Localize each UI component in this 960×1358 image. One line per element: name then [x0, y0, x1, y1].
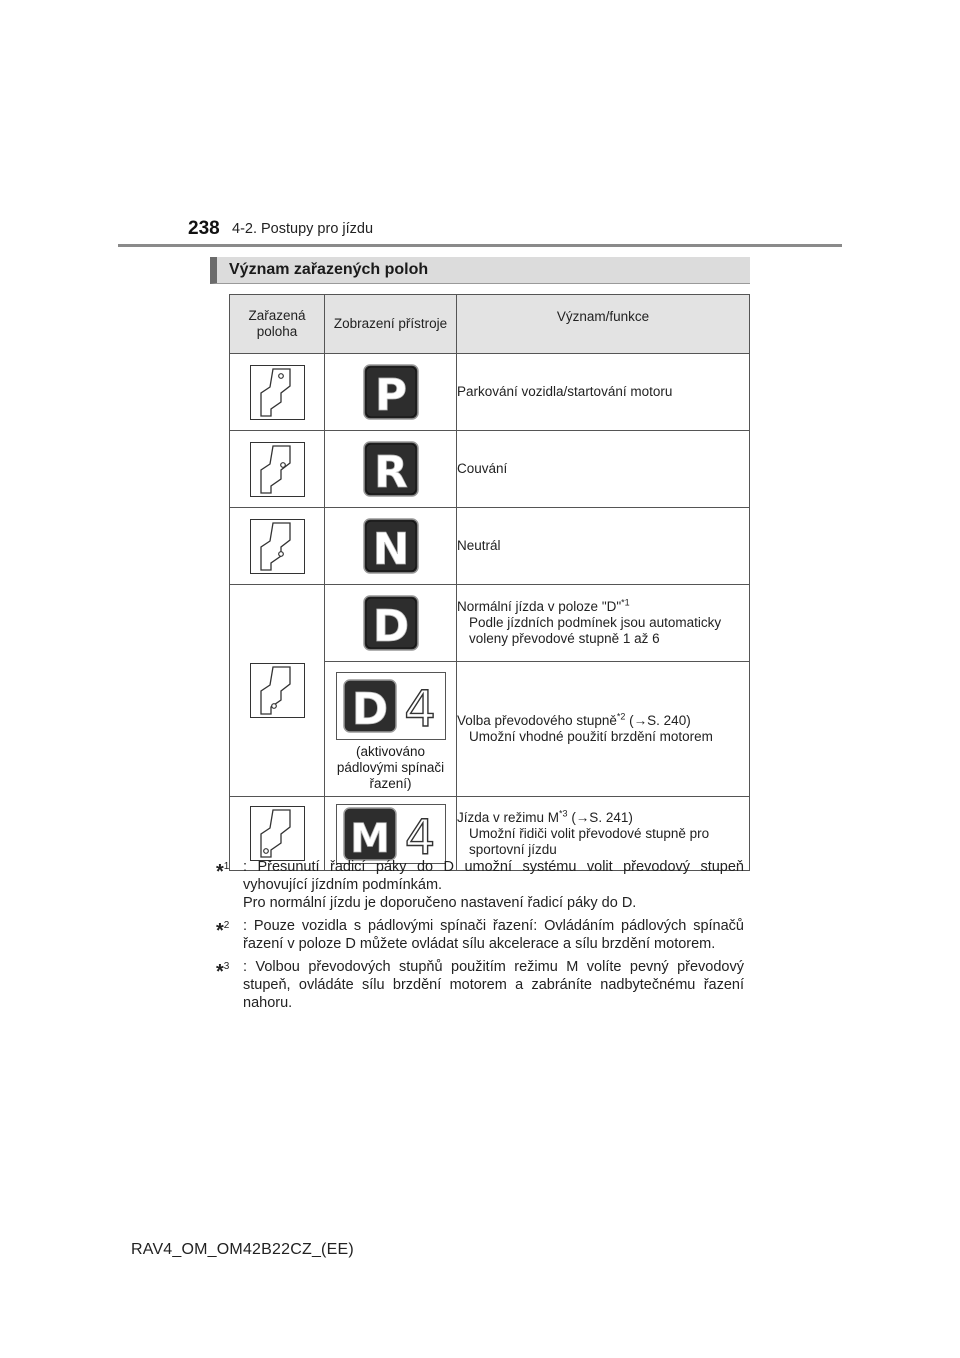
- footnote-3: [216, 958, 744, 1012]
- gear-indicator-d-icon: [363, 595, 419, 651]
- document-code: RAV4_OM_OM42B22CZ_(EE): [131, 1241, 354, 1258]
- meaning-d-main: Normální jízda v poloze "D": [457, 599, 622, 614]
- shift-gate-m-icon: [250, 806, 305, 861]
- page-reference: (→S. 240): [629, 713, 691, 728]
- footnote-star: *: [216, 861, 224, 883]
- header-meaning: Význam/funkce: [457, 295, 750, 354]
- gear-letter: M: [349, 815, 390, 862]
- page-reference: (→S. 241): [571, 809, 633, 825]
- gear-indicator-d4-icon: [336, 672, 446, 740]
- footnote-star: *: [216, 961, 224, 983]
- shift-gate-p-icon: [250, 365, 305, 420]
- chapter-title: 4-2. Postupy pro jízdu: [232, 221, 374, 237]
- page-number: 238: [188, 218, 220, 239]
- gear-letter: D: [372, 601, 409, 651]
- meter-caption: (aktivováno pádlovými spínači řazení): [336, 744, 445, 791]
- meaning-p: Parkování vozidla/startování motoru: [457, 354, 750, 431]
- footnote-2: [216, 917, 744, 953]
- header-display: Zobrazení přístroje: [325, 295, 457, 354]
- gear-letter: P: [374, 370, 407, 420]
- meaning-d: [457, 585, 750, 662]
- gear-letter: R: [373, 447, 408, 497]
- meaning-n: Neutrál: [457, 508, 750, 585]
- gear-letter: N: [372, 524, 409, 574]
- gear-indicator-m4-icon: [336, 804, 446, 864]
- gear-letter: D: [351, 684, 388, 735]
- meaning-r: Couvání: [457, 431, 750, 508]
- shift-positions-table: [229, 294, 750, 871]
- header-position: Zařazená poloha: [230, 295, 325, 354]
- gear-digit: 4: [403, 680, 436, 738]
- gear-indicator-n-icon: [363, 518, 419, 574]
- footnote-text-extra: Pro normální jízdu je doporučeno nastavení řadicí páky do D.: [243, 895, 637, 911]
- table-row-r: [230, 431, 750, 508]
- footnote-text: : Pouze vozidla s pádlovými spínači řazení: Ovládáním pádlových spínačů řazení v poloze D můžete ovládat sílu akcelerace a sílu brzdění motorem.: [243, 918, 744, 952]
- meaning-d4-detail: Umožní vhodné použití brzdění motorem: [469, 729, 713, 744]
- table-row-n: [230, 508, 750, 585]
- footnote-text: : Přesunutí řadicí páky do D umožní systému volit převodový stupeň vyhovující jízdním podmínkám.: [243, 859, 744, 893]
- footnote-number: 1: [223, 861, 230, 872]
- footnote-number: 2: [223, 920, 230, 931]
- footnote-number: 3: [223, 961, 230, 972]
- gear-digit: 4: [404, 809, 435, 864]
- meaning-d4-main: Volba převodového stupně: [457, 713, 617, 728]
- table-row-p: [230, 354, 750, 431]
- table-header-row: [230, 295, 750, 354]
- footnote-text: : Volbou převodových stupňů použitím režimu M volíte pevný převodový stupeň, ovládáte sílu brzdění motorem a zabráníte nadbytečnému řazení nahoru.: [243, 959, 744, 1011]
- table-row-d: [230, 585, 750, 662]
- footnote-1: [216, 858, 744, 912]
- meaning-m-main: Jízda v režimu M: [457, 809, 560, 825]
- section-title: Význam zařazených poloh: [229, 261, 429, 278]
- gear-indicator-r-icon: [363, 441, 419, 497]
- footnote-star: *: [216, 920, 224, 942]
- meaning-m-detail: Umožní řidiči volit převodové stupně pro sportovní jízdu: [469, 825, 710, 857]
- header-rule: [118, 244, 842, 247]
- section-heading-bar: [210, 257, 750, 284]
- shift-gate-n-icon: [250, 519, 305, 574]
- footnote-ref: *2: [616, 711, 626, 722]
- gear-indicator-p-icon: [363, 364, 419, 420]
- footnote-ref: *1: [621, 597, 630, 608]
- footnote-ref: *3: [559, 808, 568, 818]
- shift-gate-r-icon: [250, 442, 305, 497]
- meaning-d-detail: Podle jízdních podmínek jsou automaticky voleny převodové stupně 1 až 6: [469, 615, 722, 646]
- meaning-d4: [457, 662, 750, 797]
- shift-gate-d-icon: [250, 663, 305, 718]
- footnotes: [216, 858, 744, 1017]
